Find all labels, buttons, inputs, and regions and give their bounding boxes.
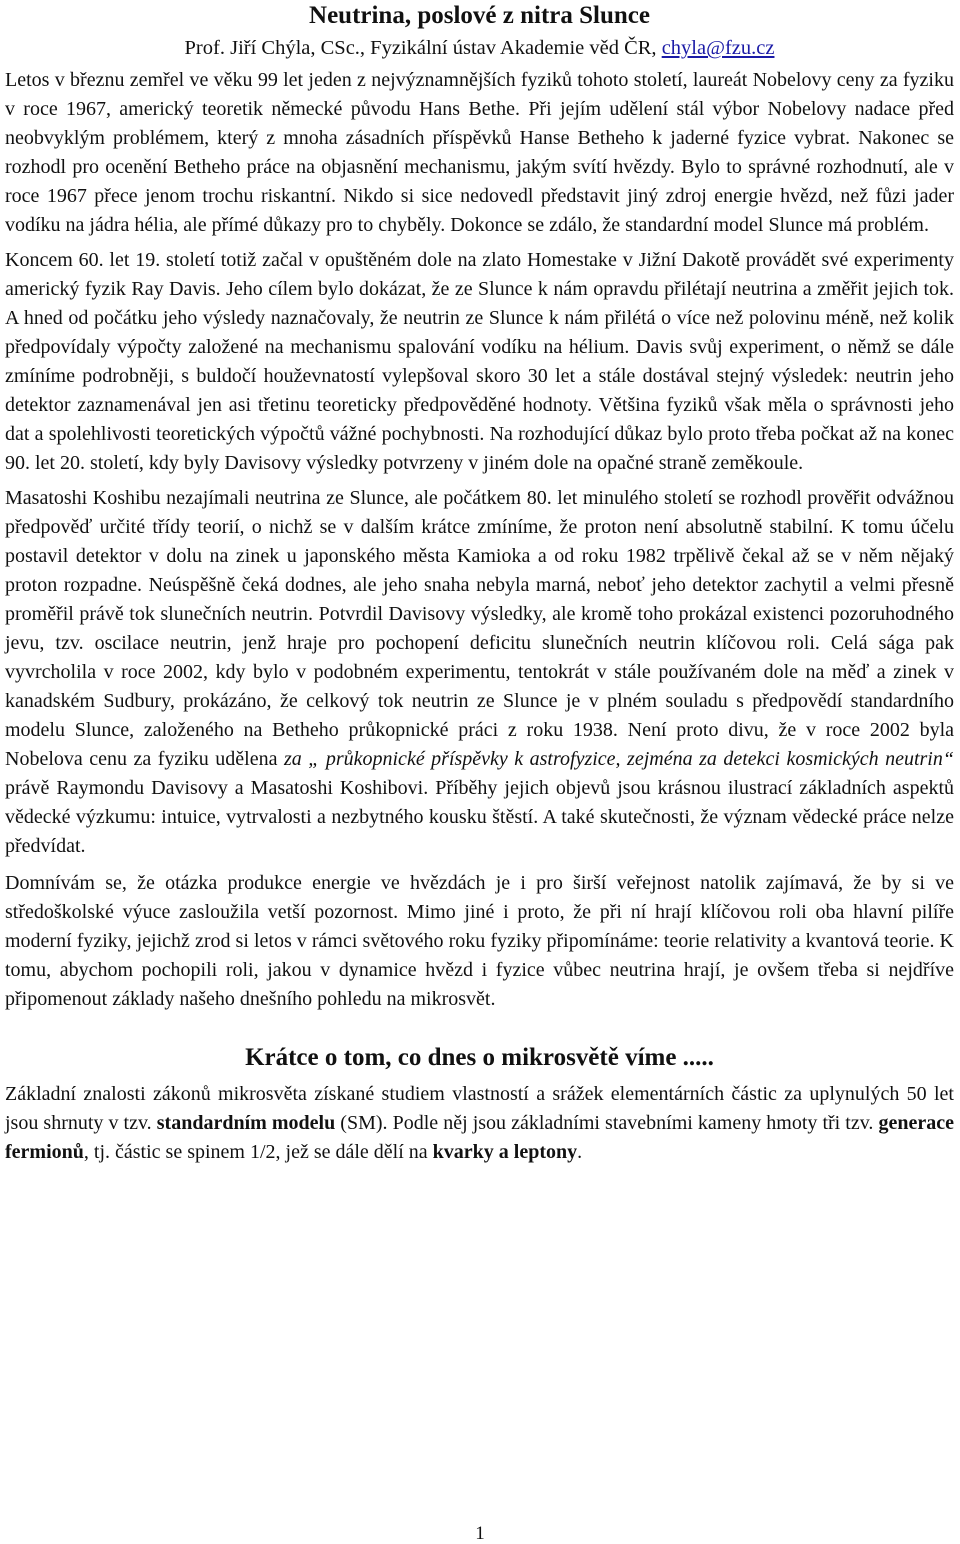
- paragraph-koshiba-text: Masatoshi Koshibu nezajímali neutrina ze Slunce, ale počátkem 80. let minulého století se rozhodl prověřit odvážnou předpověď určité třídy teorií, o nichž se v dalším krátce zmíníme, že proton není absolutně stabilní. K tomu účelu postavil detektor v dolu na zinek u japonského města Kamioka a od roku 1982 trpělivě čekal až se v něm nějaký proton rozpadne. Neúspěšně čeká dodnes, ale jeho snaha nebyla marná, neboť jeho detektor zachytil a velmi přesně proměřil právě tok slunečních neutrin. Potvrdil Davisovy výsledky, ale kromě toho prokázal existenci pozoruhodného jevu, tzv. oscilace neutrin, jenž hraje pro pochopení deficitu slunečních neutrin klíčovou roli. Celá sága pak vyvrcholila v roce 2002, kdy bylo v podobném experimentu, tentokrát v stále používaném dole na měď a zinek v kanadském Sudbury, prokázáno, že celkový tok neutrin ze Slunce je v plném souladu s předpovědí standardního modelu Slunce, založeného na Betheho průkopnické práci z roku 1938. Není proto divu, že v roce 2002 byla Nobelova cenu za fyziku udělena: [5, 487, 954, 770]
- sm-text-4: .: [577, 1141, 583, 1163]
- sm-term-generations: generace fermionů: [5, 1112, 955, 1163]
- nobel-citation: za „ průkopnické příspěvky k astrofyzice, zejména za detekci kosmických neutrin“: [283, 748, 954, 770]
- paragraph-opinion: Domnívám se, že otázka produkce energie ve hvězdách je i pro širší veřejnost natolik zajímavá, že by si ve středoškolské výuce zasloužila vetší pozornost. Mimo jiné i proto, že při ní hrají klíčovou roli oba hlavní pilíře moderní fyziky, jejichž zrod si letos v rámci světového roku fyziky připomínáme: teorie relativity a kvantová teorie. K tomu, abychom pochopili roli, jakou v dynamice hvězd i fyzice vůbec neutrina hrají, je ovšem třeba si nejdříve připomenout základy našeho dnešního pohledu na mikrosvět.: [5, 872, 954, 1010]
- paragraph-standard-model: [5, 1080, 954, 1167]
- author-email-link[interactable]: chyla@fzu.cz: [661, 37, 775, 59]
- sm-text-1: Základní znalosti zákonů mikrosvěta získané studiem vlastností a srážek elementárních částic za uplynulých 50 let jsou shrnuty v tzv.: [5, 1083, 954, 1134]
- sm-term-quarks-leptons: kvarky a leptony: [432, 1141, 578, 1163]
- sm-term-standard-model: standardním modelu: [156, 1112, 336, 1134]
- paragraph-koshiba-text-end: právě Raymondu Davisovy a Masatoshi Koshibovi. Příběhy jejich objevů jsou krásnou ilustrací základních aspektů vědecké výzkumu: intuice, vytrvalosti a nezbytného kousku štěstí. A také skutečnosti, že význam vědecké práce nelze předvídat.: [5, 777, 954, 857]
- sm-text-3: , tj. částic se spinem 1/2, jež se dále dělí na: [83, 1141, 433, 1163]
- section-heading: Krátce o tom, co dnes o mikrosvětě víme .....: [245, 1044, 714, 1071]
- article-title: Neutrina, poslové z nitra Slunce: [309, 2, 650, 29]
- page-number: 1: [475, 1523, 485, 1544]
- author-name: Prof. Jiří Chýla, CSc., Fyzikální ústav Akademie věd ČR,: [184, 37, 662, 59]
- paragraph-koshiba: [5, 484, 954, 861]
- author-line: [5, 34, 954, 62]
- paragraph-davis: Koncem 60. let 19. století totiž začal v opuštěném dole na zlato Homestake v Jižní Dakotě provádět své experimenty americký fyzik Ray Davis. Jeho cílem bylo dokázat, že ze Slunce k nám opravdu přilétají neutrina a změřit jejich tok. A hned od počátku jeho výsledy naznačovaly, že neutrin ze Slunce k nám přilétá o více než polovinu méně, než kolik předpovídaly výpočty založené na mechanismu spalování vodíku na hélium. Davis svůj experiment, o němž se dále zmíníme podrobněji, s buldočí houževnatostí vylepšoval skoro 30 let a stále dostával stejný výsledek: neutrin jeho detektor zaznamenával jen asi třetinu teoreticky předpověděné hodnoty. Většina fyziků však měla o správnosti jeho dat a spolehlivosti teoretických výpočtů vážné pochybnosti. Na rozhodující důkaz bylo proto třeba počkat až na konec 90. let 20. století, kdy byly Davisovy výsledky potvrzeny v jiném dole na opačné straně zeměkoule.: [5, 249, 954, 474]
- sm-text-2: (SM). Podle něj jsou základními stavebními kameny hmoty tři tzv.: [335, 1112, 879, 1134]
- paragraph-intro: Letos v březnu zemřel ve věku 99 let jeden z nejvýznamnějších fyziků tohoto století, laureát Nobelovy ceny za fyziku v roce 1967, americký teoretik německé původu Hans Bethe. Při jejím udělení stál výbor Nobelovy nadace před neobvyklým problémem, který z mnoha zásadních příspěvků Hanse Betheho k jaderné fyzice vybrat. Nakonec se rozhodl pro ocenění Betheho práce na objasnění mechanismu, jakým svítí hvězdy. Bylo to správné rozhodnutí, ale v roce 1967 přece jenom trochu riskantní. Nikdo si sice nedovedl představit jiný zdroj energie hvězd, než fůzi jader vodíku na jádra hélia, ale přímé důkazy pro to chyběly. Dokonce se zdálo, že standardní model Slunce má problém.: [5, 69, 954, 236]
